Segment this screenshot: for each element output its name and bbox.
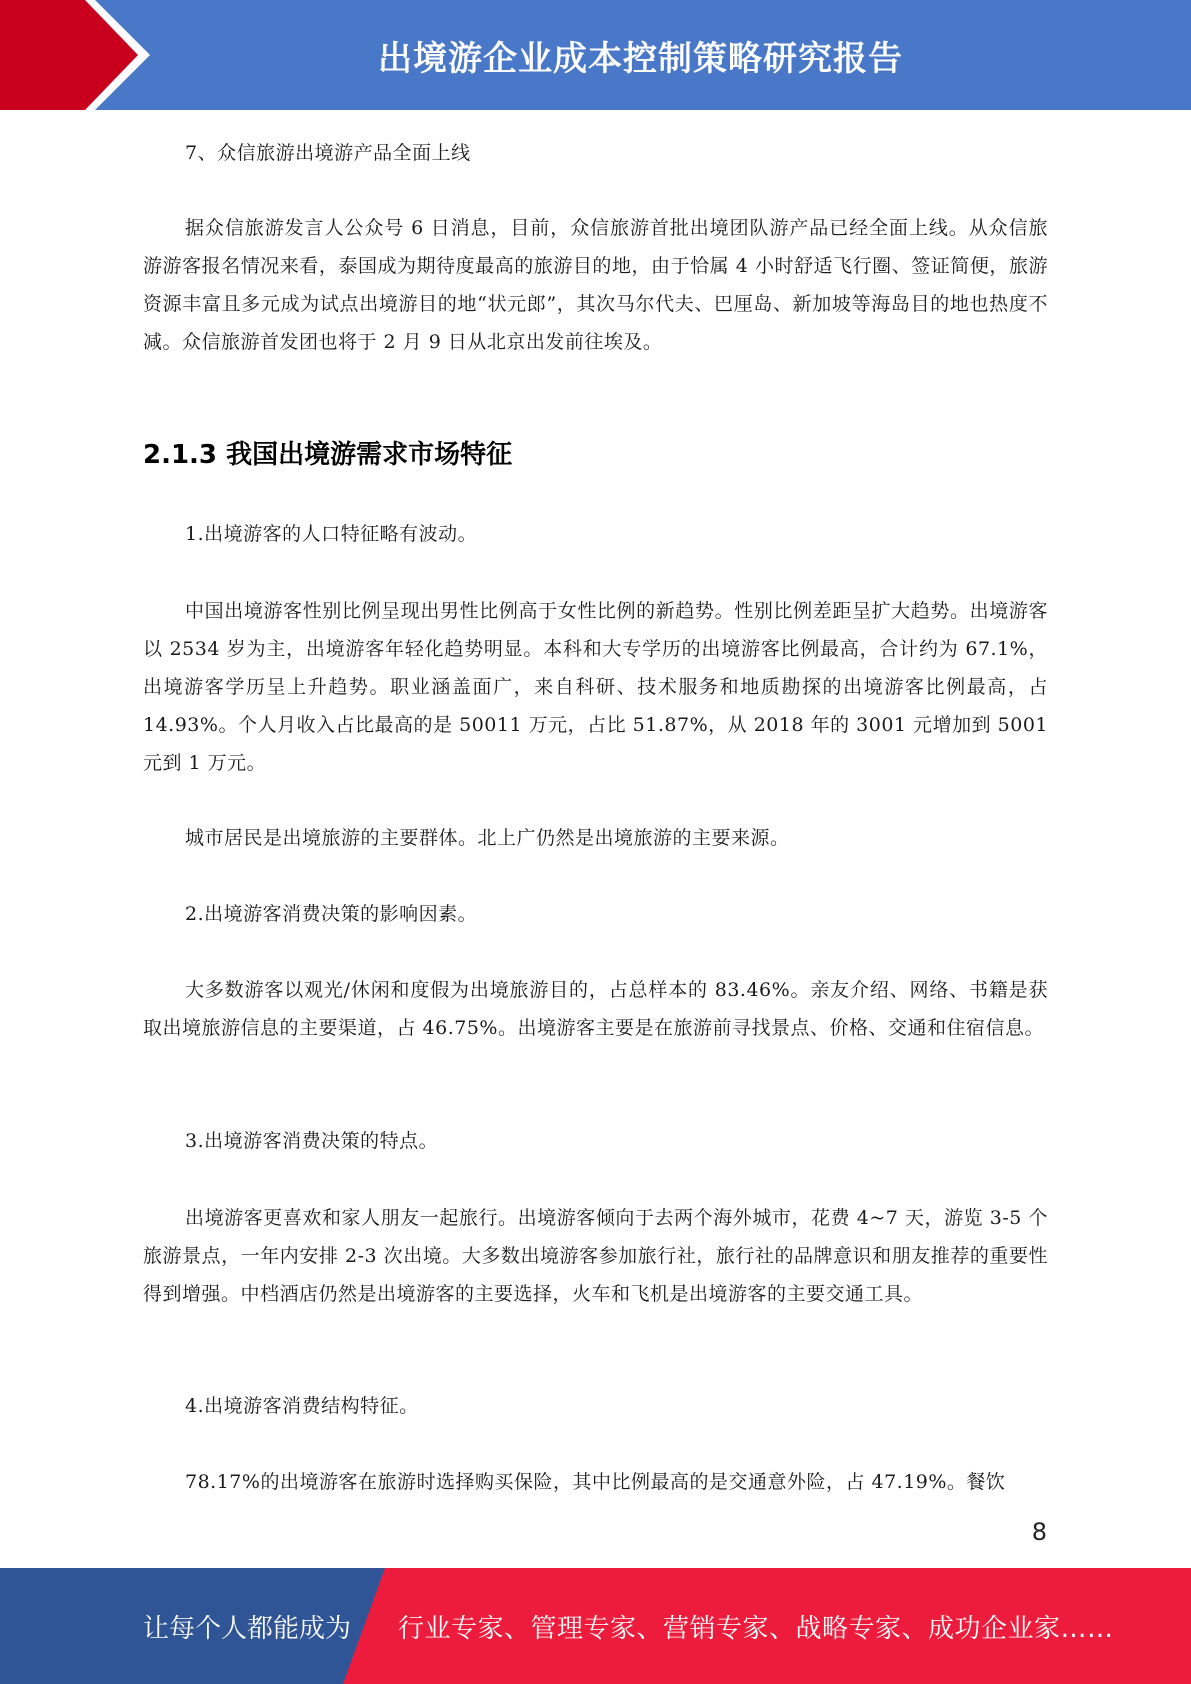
header-red-arrow-decoration [0,0,150,110]
page-number: 8 [1031,1518,1047,1546]
paragraph-zhongxin: 据众信旅游发言人公众号 6 日消息，目前，众信旅游首批出境团队游产品已经全面上线。从众信旅游游客报名情况来看，泰国成为期待度最高的旅游目的地，由于恰属 4 小时舒适飞行圈、签证简便，旅游资源丰富且多元成为试点出境游目的地“状元郎”，其次马尔代夫、巴厘岛、新加坡等海岛目的地也热度不减。众信旅游首发团也将于 2 月 9 日从北京出发前往埃及。 [143,217,1048,353]
paragraph-decision-factors: 大多数游客以观光/休闲和度假为出境旅游目的，占总样本的 83.46%。亲友介绍、网络、书籍是获取出境旅游信息的主要渠道，占 46.75%。出境游客主要是在旅游前寻找景点、价格、交通和住宿信息。 [143,979,1048,1039]
page-header [0,0,1191,110]
paragraph-decision-features: 出境游客更喜欢和家人朋友一起旅行。出境游客倾向于去两个海外城市，花费 4~7 天，游览 3-5 个旅游景点，一年内安排 2-3 次出境。大多数出境游客参加旅行社，旅行社的品牌意识和朋友推荐的重要性得到增强。中档酒店仍然是出境游客的主要选择，火车和飞机是出境游客的主要交通工具。 [143,1207,1048,1305]
subheading-1: 1.出境游客的人口特征略有波动。 [185,523,478,545]
page-footer [0,1568,1191,1684]
item-title-7: 7、众信旅游出境游产品全面上线 [185,142,471,164]
footer-slogan-right: 行业专家、管理专家、营销专家、战略专家、成功企业家…… [398,1613,1114,1644]
subheading-3: 3.出境游客消费决策的特点。 [185,1130,439,1152]
subheading-4: 4.出境游客消费结构特征。 [185,1395,419,1417]
paragraph-consumption-structure: 78.17%的出境游客在旅游时选择购买保险，其中比例最高的是交通意外险，占 47.19%。餐饮 [185,1471,1006,1493]
section-heading: 2.1.3 我国出境游需求市场特征 [143,440,513,470]
footer-slogan-left: 让每个人都能成为 [143,1613,352,1644]
report-title: 出境游企业成本控制策略研究报告 [378,38,903,79]
subheading-2: 2.出境游客消费决策的影响因素。 [185,903,478,925]
paragraph-demographics: 中国出境游客性别比例呈现出男性比例高于女性比例的新趋势。性别比例差距呈扩大趋势。出境游客以 2534 岁为主，出境游客年轻化趋势明显。本科和大专学历的出境游客比例最高，合计约为 67.1%，出境游客学历呈上升趋势。职业涵盖面广，来自科研、技术服务和地质勘探的出境游客比例最高，占 14.93%。个人月收入占比最高的是 50011 万元，占比 51.87%，从 2018 年的 3001 元增加到 5001 元到 1 万元。 [143,600,1048,774]
paragraph-urban-residents: 城市居民是出境旅游的主要群体。北上广仍然是出境旅游的主要来源。 [185,827,790,849]
